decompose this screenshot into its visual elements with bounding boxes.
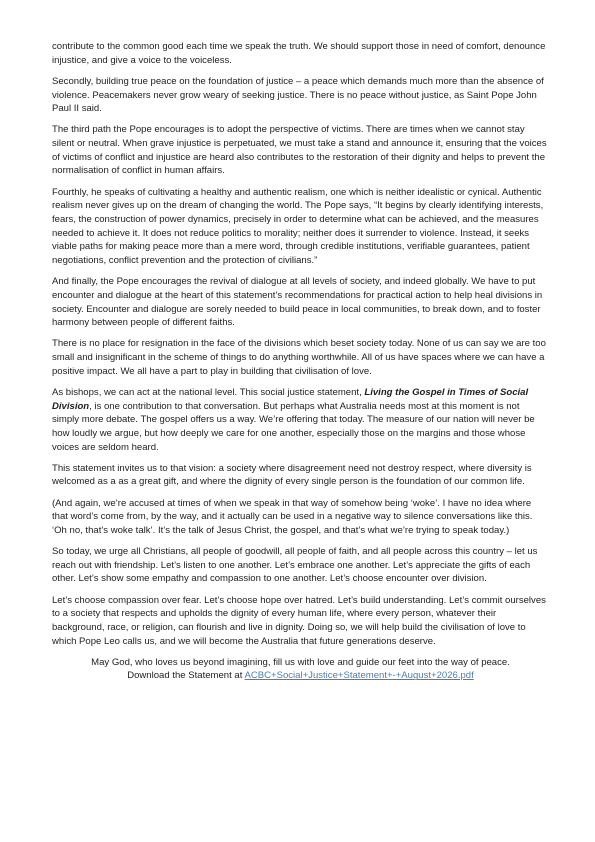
statement-title: Living the Gospel in Times of Social Division [52, 386, 529, 412]
download-prefix: Download the Statement at [127, 670, 245, 682]
paragraph-5: And finally, the Pope encourages the revival of dialogue at all levels of society, and indeed globally. We have to put encounter and dialogue at the heart of this statement’s recommendations for practical action to help heal divisions in society. Encounter and dialogue are sorely needed to build peace in local communities, to break down, and to foster harmony between people of different faiths. [52, 276, 543, 329]
paragraph-4: Fourthly, he speaks of cultivating a healthy and authentic realism, one which is neither idealistic or cynical. Authentic realism never gives up on the dream of changing the world. The Pope says, “It begins by clearly identifying interests, fears, the construction of power dynamics, precisely in order to determine what can be achieved, and the measures needed to achieve it. It does not reduce politics to morality; neither does it surrender to violence. Instead, it seeks viable paths for making peace more than a mere word, through credible institutions, verifiable guarantees, patient negotiations, conflict prevention and the protection of civilians.” [52, 186, 544, 267]
paragraph-7-intro: As bishops, we can act at the national level. This social justice statement, [52, 386, 365, 398]
paragraph-7 [52, 386, 549, 455]
paragraph-11: Let’s choose compassion over fear. Let’s choose hope over hatred. Let’s build understanding. Let’s commit ourselves to a society that respects and upholds the dignity of every human life, where every person, whatever their background, race, or religion, can flourish and live in dignity. Doing so, we will help build the civilisation of love to which Pope Leo calls us, and we will become the Australia that future generations deserve. [52, 594, 546, 647]
paragraph-2: Secondly, building true peace on the foundation of justice – a peace which demands much more than the absence of violence. Peacemakers never grow weary of seeking justice. There is no peace without justice, as Saint Pope John Paul II said. [52, 75, 544, 115]
download-statement-link[interactable]: ACBC+Social+Justice+Statement+-+August+2026.pdf [244, 670, 474, 682]
document-page [52, 40, 549, 683]
download-line [52, 669, 549, 683]
paragraph-7-rest: , is one contribution to that conversation. But perhaps what Australia needs most at this moment is not simply more debate. The gospel offers us a way. We’re offering that today. The measure of our nation will never be how loudly we argue, but how deeply we care for one another, especially those on the margins and those whose voices are seldom heard. [52, 400, 535, 453]
paragraph-3: The third path the Pope encourages is to adopt the perspective of victims. There are times when we cannot stay silent or neutral. When grave injustice is perpetuated, we must take a stand and announce it, ensuring that the voices of victims of conflict and injustice are heard also contributes to the restoration of their dignity and helps to prevent the normalisation of conflict in human affairs. [52, 124, 547, 177]
paragraph-9: (And again, we’re accused at times of when we speak in that way of somehow being ‘woke’. I have no idea where that word’s come from, by the way, and it actually can be used in a negative way to silence conversations like this. ‘Oh no, that’s woke talk’. It’s the talk of Jesus Christ, the gospel, and that’s what we’re trying to speak today.) [52, 497, 533, 536]
closing-footer [52, 656, 549, 683]
paragraph-8: This statement invites us to that vision: a society where disagreement need not destroy respect, where diversity is welcomed as a as a great gift, and where the dignity of every single person is the foundation of our common life. [52, 462, 532, 488]
paragraph-1: contribute to the common good each time we speak the truth. We should support those in need of comfort, denounce injustice, and give a voice to the voiceless. [52, 41, 546, 66]
paragraph-6: There is no place for resignation in the face of the divisions which beset society today. None of us can say we are too small and insignificant in the scheme of things to do anything worthwhile. All of us have spaces where we can have a positive impact. We all have a part to play in building that civilisation of love. [52, 338, 546, 377]
closing-blessing: May God, who loves us beyond imagining, fill us with love and guide our feet into the way of peace. [91, 656, 510, 668]
paragraph-10: So today, we urge all Christians, all people of goodwill, all people of faith, and all people across this country – let us reach out with friendship. Let’s listen to one another. Let’s embrace one another. Let’s appreciate the gifts of each other. Let’s show some empathy and compassion to one another. Let’s choose encounter over division. [52, 546, 538, 585]
